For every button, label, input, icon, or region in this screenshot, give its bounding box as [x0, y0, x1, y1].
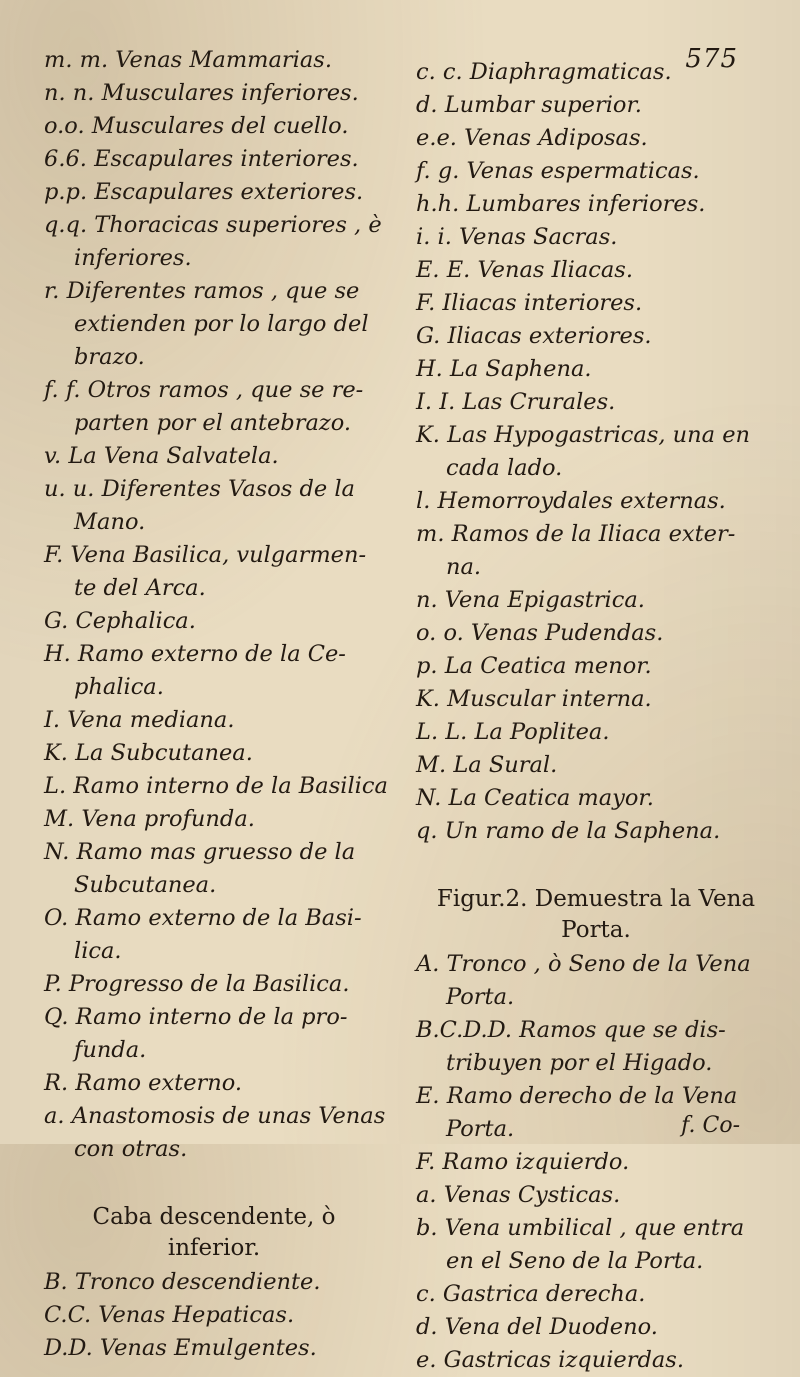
legend-entry: [44, 770, 388, 803]
section-gap: [44, 1166, 384, 1182]
legend-entry: [416, 320, 776, 353]
entry-line: O. Ramo externo de la Basi-: [44, 905, 362, 931]
entry-line: L. Ramo interno de la Basilica: [44, 773, 388, 799]
legend-entry: [44, 110, 384, 143]
entry-continuation-line: inferiores.: [74, 245, 192, 271]
legend-entry: [416, 254, 776, 287]
legend-entry: [44, 473, 384, 539]
left-section-entry-list: [44, 1266, 384, 1365]
legend-entry: [416, 1014, 776, 1080]
entry-line: c. Gastrica derecha.: [416, 1281, 646, 1307]
legend-entry: [416, 716, 776, 749]
entry-line: e. Gastricas izquierdas.: [416, 1347, 684, 1373]
entry-line: M. La Sural.: [416, 752, 558, 778]
entry-line: K. Las Hypogastricas, una en: [416, 422, 751, 448]
page-number: 575: [685, 44, 738, 74]
legend-entry: [44, 1100, 384, 1166]
legend-entry: [416, 617, 776, 650]
legend-entry: [44, 1266, 384, 1299]
entry-line: A. Tronco , ò Seno de la Vena: [416, 951, 751, 977]
legend-entry: [416, 782, 776, 815]
section-gap: [416, 848, 776, 864]
entry-continuation-line: te del Arca.: [74, 575, 206, 601]
legend-entry: [416, 56, 776, 89]
legend-entry: [416, 353, 776, 386]
entry-line: v. La Vena Salvatela.: [44, 443, 279, 469]
entry-line: K. La Subcutanea.: [44, 740, 253, 766]
left-column: [44, 44, 388, 1365]
legend-entry: [416, 122, 776, 155]
entry-line: K. Muscular interna.: [416, 686, 652, 712]
legend-entry: [416, 650, 776, 683]
section-title-line: Caba descendente, ò: [92, 1204, 336, 1230]
entry-continuation-line: Mano.: [74, 509, 146, 535]
legend-entry: [416, 948, 776, 1014]
legend-entry: [44, 737, 384, 770]
entry-line: C.C. Venas Hepaticas.: [44, 1302, 295, 1328]
entry-continuation-line: tribuyen por el Higado.: [446, 1050, 713, 1076]
entry-line: m. m. Venas Mammarias.: [44, 47, 332, 73]
legend-entry: [44, 176, 384, 209]
legend-entry: [44, 803, 384, 836]
entry-continuation-line: na.: [446, 554, 482, 580]
entry-continuation-line: Porta.: [446, 984, 515, 1010]
legend-entry: [416, 683, 776, 716]
legend-entry: [416, 815, 776, 848]
legend-entry: [44, 275, 384, 374]
entry-line: o. o. Venas Pudendas.: [416, 620, 664, 646]
legend-entry: [416, 221, 776, 254]
entry-line: B. Tronco descendiente.: [44, 1269, 321, 1295]
entry-continuation-line: cada lado.: [446, 455, 563, 481]
legend-entry: [416, 188, 776, 221]
right-section-title: [416, 884, 776, 946]
entry-continuation-line: phalica.: [74, 674, 164, 700]
entry-line: H. La Saphena.: [416, 356, 592, 382]
entry-line: F. Ramo izquierdo.: [416, 1149, 630, 1175]
entry-line: R. Ramo externo.: [44, 1070, 243, 1096]
legend-entry: [44, 836, 384, 902]
entry-line: F. Vena Basilica, vulgarmen-: [44, 542, 367, 568]
entry-line: 6.6. Escapulares interiores.: [44, 146, 359, 172]
entry-line: b. Vena umbilical , que entra: [416, 1215, 745, 1241]
legend-entry: [44, 1299, 384, 1332]
entry-continuation-line: Subcutanea.: [74, 872, 217, 898]
legend-entry: [416, 1179, 776, 1212]
entry-continuation-line: Porta.: [446, 1116, 515, 1142]
entry-line: N. La Ceatica mayor.: [416, 785, 654, 811]
entry-line: u. u. Diferentes Vasos de la: [44, 476, 355, 502]
entry-line: I. Vena mediana.: [44, 707, 235, 733]
entry-line: G. Iliacas exteriores.: [416, 323, 652, 349]
entry-line: F. Iliacas interiores.: [416, 290, 643, 316]
entry-line: M. Vena profunda.: [44, 806, 255, 832]
legend-entry: [44, 1332, 384, 1365]
entry-line: i. i. Venas Sacras.: [416, 224, 618, 250]
legend-entry: [416, 287, 776, 320]
legend-entry: [44, 1067, 384, 1100]
entry-line: q.q. Thoracicas superiores , è: [44, 212, 382, 238]
entry-continuation-line: con otras.: [74, 1136, 188, 1162]
entry-line: d. Lumbar superior.: [416, 92, 642, 118]
catchword: f. Co-: [681, 1113, 740, 1138]
legend-entry: [44, 209, 384, 275]
entry-line: p.p. Escapulares exteriores.: [44, 179, 364, 205]
entry-line: n. n. Musculares inferiores.: [44, 80, 359, 106]
entry-line: n. Vena Epigastrica.: [416, 587, 645, 613]
legend-entry: [44, 968, 384, 1001]
legend-entry: [416, 419, 776, 485]
legend-entry: [44, 704, 384, 737]
legend-entry: [416, 89, 776, 122]
entry-line: e.e. Venas Adiposas.: [416, 125, 648, 151]
entry-line: h.h. Lumbares inferiores.: [416, 191, 706, 217]
legend-entry: [416, 518, 776, 584]
right-column: [416, 56, 776, 1377]
right-entry-list: [416, 56, 776, 848]
legend-entry: [416, 155, 776, 188]
entry-line: I. I. Las Crurales.: [416, 389, 616, 415]
entry-continuation-line: brazo.: [74, 344, 145, 370]
entry-line: E. E. Venas Iliacas.: [416, 257, 633, 283]
entry-line: d. Vena del Duodeno.: [416, 1314, 658, 1340]
legend-entry: [416, 584, 776, 617]
legend-entry: [44, 143, 384, 176]
section-title-line: Porta.: [561, 917, 631, 943]
entry-continuation-line: en el Seno de la Porta.: [446, 1248, 704, 1274]
legend-entry: [416, 1146, 776, 1179]
entry-continuation-line: funda.: [74, 1037, 147, 1063]
entry-line: o.o. Musculares del cuello.: [44, 113, 349, 139]
entry-line: B.C.D.D. Ramos que se dis-: [416, 1017, 726, 1043]
legend-entry: [44, 638, 384, 704]
entry-continuation-line: parten por el antebrazo.: [74, 410, 352, 436]
legend-entry: [416, 1278, 776, 1311]
entry-line: L. L. La Poplitea.: [416, 719, 610, 745]
legend-entry: [44, 440, 384, 473]
legend-entry: [416, 1311, 776, 1344]
entry-line: q. Un ramo de la Saphena.: [416, 818, 721, 844]
entry-line: P. Progresso de la Basilica.: [44, 971, 350, 997]
legend-entry: [44, 539, 384, 605]
section-title-line: inferior.: [167, 1235, 261, 1261]
legend-entry: [416, 1212, 776, 1278]
right-section-entry-list: [416, 948, 776, 1377]
legend-entry: [416, 485, 776, 518]
legend-entry: [44, 44, 384, 77]
legend-entry: [44, 374, 384, 440]
entry-line: N. Ramo mas gruesso de la: [44, 839, 356, 865]
entry-line: m. Ramos de la Iliaca exter-: [416, 521, 736, 547]
legend-entry: [416, 749, 776, 782]
entry-line: H. Ramo externo de la Ce-: [44, 641, 346, 667]
entry-line: c. c. Diaphragmaticas.: [416, 59, 672, 85]
left-section-title: [44, 1202, 384, 1264]
entry-line: D.D. Venas Emulgentes.: [44, 1335, 317, 1361]
entry-line: a. Venas Cysticas.: [416, 1182, 621, 1208]
legend-entry: [44, 1001, 384, 1067]
entry-continuation-line: extienden por lo largo del: [74, 311, 369, 337]
legend-entry: [416, 1344, 776, 1377]
entry-line: l. Hemorroydales externas.: [416, 488, 726, 514]
entry-line: G. Cephalica.: [44, 608, 196, 634]
entry-line: f. g. Venas espermaticas.: [416, 158, 700, 184]
legend-entry: [44, 902, 384, 968]
entry-line: a. Anastomosis de unas Venas: [44, 1103, 386, 1129]
entry-line: E. Ramo derecho de la Vena: [416, 1083, 738, 1109]
entry-continuation-line: lica.: [74, 938, 122, 964]
section-title-line: Figur.2. Demuestra la Vena: [436, 886, 756, 912]
legend-entry: [44, 605, 384, 638]
entry-line: Q. Ramo interno de la pro-: [44, 1004, 348, 1030]
legend-entry: [44, 77, 384, 110]
entry-line: r. Diferentes ramos , que se: [44, 278, 360, 304]
entry-line: f. f. Otros ramos , que se re-: [44, 377, 364, 403]
legend-entry: [416, 386, 776, 419]
left-entry-list: [44, 44, 388, 1166]
entry-line: p. La Ceatica menor.: [416, 653, 652, 679]
